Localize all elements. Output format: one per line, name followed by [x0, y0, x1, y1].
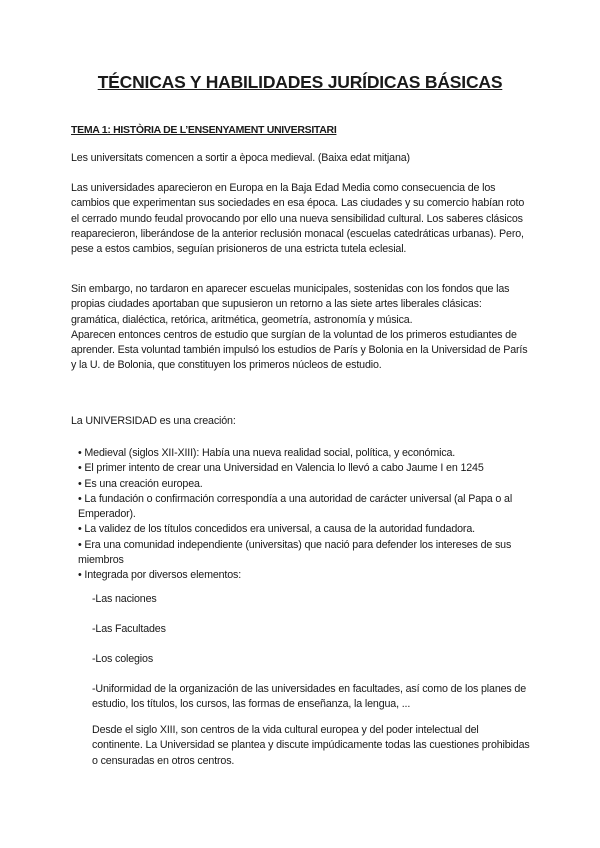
- intro-text: Les universitats comencen a sortir a època medieval. (Baixa edat mitjana): [71, 152, 410, 164]
- closing-paragraph: [92, 723, 532, 769]
- list-item: • Era una comunidad independiente (universitas) que nació para defender los intereses de sus miembros: [78, 538, 512, 567]
- list-item: • Es una creación europea.: [78, 477, 203, 490]
- universidad-intro-text: La UNIVERSIDAD es una creación:: [71, 415, 236, 427]
- paragraph-2-line-2: gramática, dialéctica, retórica, aritmética, geometría, astronomía y música.: [71, 313, 413, 326]
- universidad-intro: [71, 414, 531, 429]
- list-item: • La fundación o confirmación correspondía a una autoridad de carácter universal (al Papa o al Emperador).: [78, 492, 513, 521]
- element-colegios: [92, 652, 532, 667]
- element-naciones-text: -Las naciones: [92, 593, 157, 605]
- element-uniformidad: [92, 682, 532, 713]
- bullet-list: [78, 446, 528, 584]
- section-heading: TEMA 1: HISTÒRIA DE L’ENSENYAMENT UNIVERSITARI: [71, 124, 337, 136]
- closing-text: Desde el siglo XIII, son centros de la vida cultural europea y del poder intelectual del continente. La Universidad se plantea y discute impúdicamente todas las cuestiones prohibidas o censuradas en otros centros.: [92, 724, 530, 767]
- list-item: • Medieval (siglos XII-XIII): Había una nueva realidad social, política, y económica.: [78, 447, 456, 459]
- intro-paragraph: [71, 151, 531, 166]
- list-item: • Integrada por diversos elementos:: [78, 569, 242, 582]
- paragraph-1-text: Las universidades aparecieron en Europa en la Baja Edad Media como consecuencia de los cambios que experimentan sus sociedades en esa época. Las ciudades y su comercio habían roto el cerrado mundo feudal provocando por ello una nueva sensibilidad cultural. Los saberes clásicos reaparecieron, liberándose de la anterior reclusión monacal (escuelas catedráticas urbanas). Pero, pese a estos cambios, seguían prisioneros de una estricta tutela eclesial.: [71, 182, 525, 256]
- paragraph-2: [71, 282, 531, 374]
- paragraph-2-line-3: Aparecen entonces centros de estudio que surgían de la voluntad de los primeros estudiantes de aprender. Esta voluntad también impulsó los estudios de París y Bolonia en la Universidad de París y la U. de Bolonia, que constituyen los primeros núcleos de estudio.: [71, 328, 528, 372]
- paragraph-2-line-1: Sin embargo, no tardaron en aparecer escuelas municipales, sostenidas con los fondos que las propias ciudades aportaban que supusieron un retorno a las siete artes liberales clásicas:: [71, 283, 510, 311]
- element-colegios-text: -Los colegios: [92, 653, 154, 665]
- paragraph-1: [71, 181, 531, 257]
- element-facultades-text: -Las Facultades: [92, 623, 166, 635]
- element-facultades: [92, 622, 532, 637]
- list-item: • La validez de los títulos concedidos era universal, a causa de la autoridad fundadora.: [78, 523, 475, 536]
- element-naciones: [92, 592, 532, 607]
- element-uniformidad-text: -Uniformidad de la organización de las universidades en facultades, así como de los planes de estudio, los títulos, los cursos, las formas de enseñanza, la lengua, ...: [92, 683, 527, 711]
- document-title: TÉCNICAS Y HABILIDADES JURÍDICAS BÁSICAS: [97, 72, 503, 92]
- list-item: • El primer intento de crear una Universidad en Valencia lo llevó a cabo Jaume I en 1245: [78, 462, 484, 475]
